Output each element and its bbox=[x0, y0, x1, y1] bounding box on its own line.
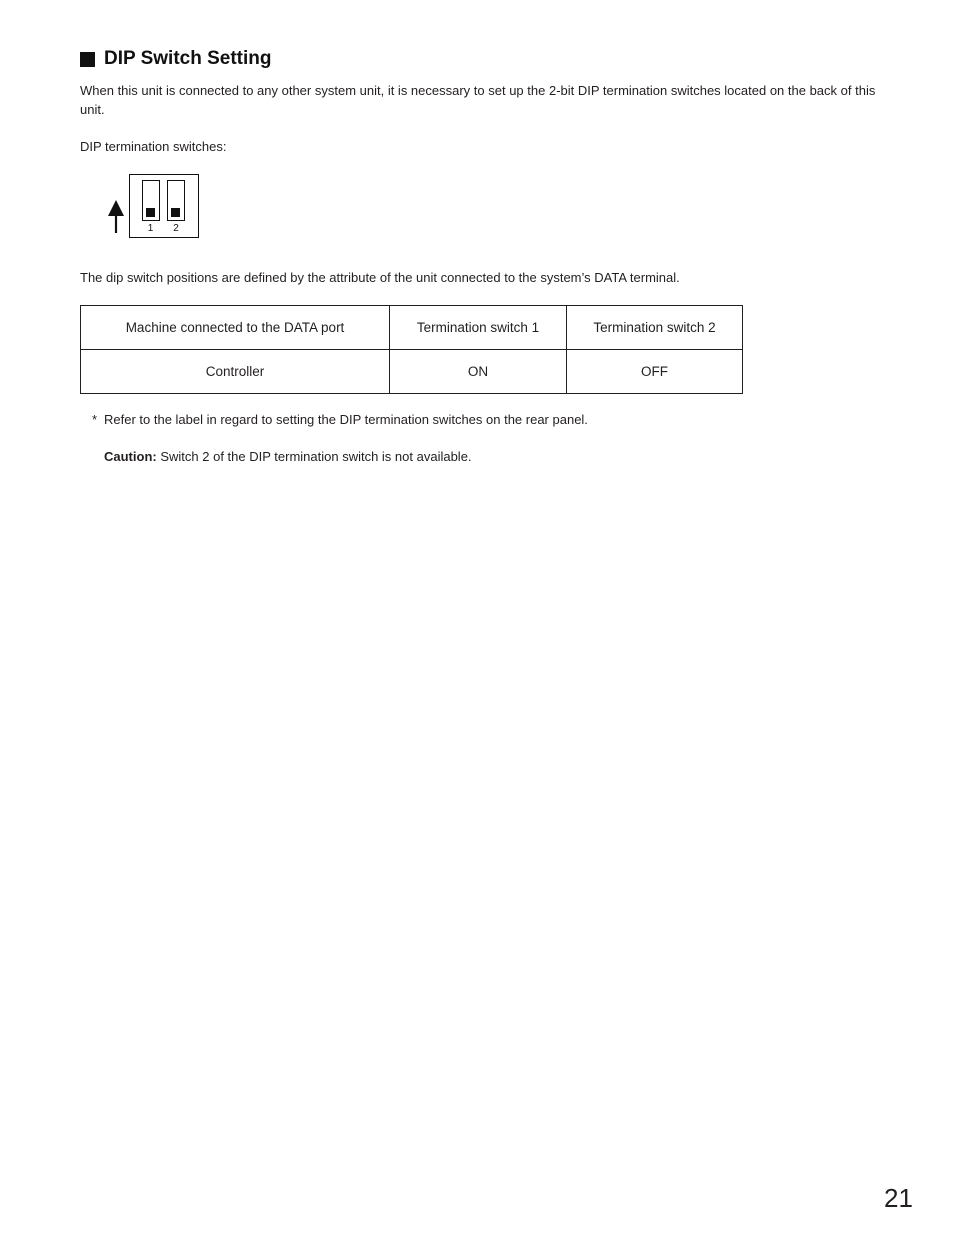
table-cell: Controller bbox=[81, 350, 390, 394]
caution-note bbox=[104, 448, 472, 466]
dip-switch-2-label: 2 bbox=[173, 223, 179, 234]
switches-label: DIP termination switches: bbox=[80, 139, 227, 154]
section-heading bbox=[80, 48, 272, 70]
table-cell: OFF bbox=[567, 350, 743, 394]
section-title: DIP Switch Setting bbox=[104, 48, 272, 69]
footnote-marker: * bbox=[92, 412, 98, 427]
dip-switch-1-knob bbox=[146, 208, 155, 217]
dip-switch-2-knob bbox=[171, 208, 180, 217]
dip-switch-diagram bbox=[106, 174, 200, 238]
footnote-text: Refer to the label in regard to setting the DIP termination switches on the rear panel. bbox=[104, 412, 588, 427]
table-header-cell: Termination switch 1 bbox=[390, 306, 567, 350]
square-bullet-icon bbox=[80, 52, 95, 67]
dip-switch-1-label: 1 bbox=[147, 223, 154, 234]
table-cell: ON bbox=[390, 350, 567, 394]
footnote bbox=[92, 411, 588, 429]
page-number: 21 bbox=[884, 1183, 913, 1213]
table-header-row bbox=[81, 306, 743, 350]
caution-label: Caution: bbox=[104, 449, 157, 464]
caution-text: Switch 2 of the DIP termination switch is not available. bbox=[160, 449, 472, 464]
table-row bbox=[81, 350, 743, 394]
up-arrow-icon bbox=[108, 200, 124, 233]
termination-settings-table bbox=[80, 305, 743, 394]
table-header-cell: Machine connected to the DATA port bbox=[81, 306, 390, 350]
intro-paragraph: When this unit is connected to any other system unit, it is necessary to set up the 2-bit DIP termination switches located on the back of this unit. bbox=[80, 83, 876, 117]
definition-paragraph: The dip switch positions are defined by the attribute of the unit connected to the system’s DATA terminal. bbox=[80, 270, 680, 285]
dip-switch-housing bbox=[130, 175, 199, 238]
table-header-cell: Termination switch 2 bbox=[567, 306, 743, 350]
